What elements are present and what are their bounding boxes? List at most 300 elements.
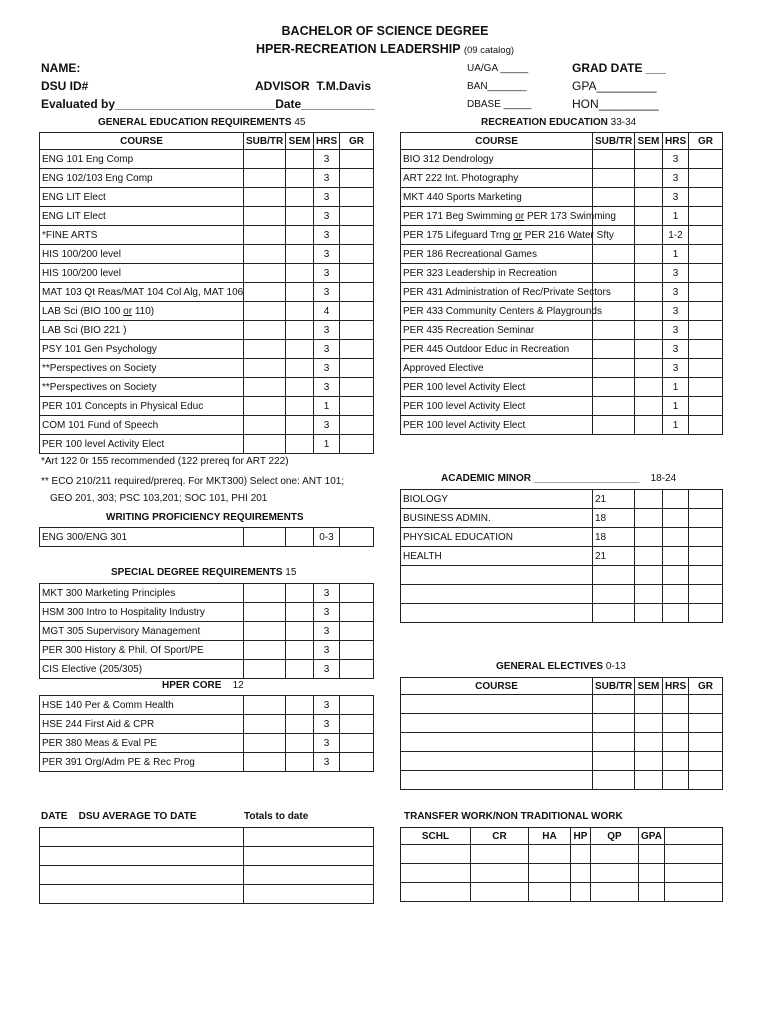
gr-cell[interactable] <box>340 226 374 245</box>
col-hrs: HRS <box>663 678 689 695</box>
subtr-cell[interactable] <box>244 715 286 734</box>
sem-cell[interactable] <box>286 378 314 397</box>
sem-cell[interactable] <box>286 715 314 734</box>
gr-cell[interactable] <box>340 696 374 715</box>
gr-cell[interactable] <box>689 321 723 340</box>
gr-cell[interactable] <box>340 188 374 207</box>
subtr-cell[interactable] <box>244 340 286 359</box>
course-cell: PER 300 History & Phil. Of Sport/PE <box>40 641 244 660</box>
hrs-cell: 3 <box>663 283 689 302</box>
table-row <box>401 188 723 207</box>
sem-cell[interactable] <box>286 207 314 226</box>
recreation-header-row <box>401 133 723 150</box>
hrs-cell: 3 <box>314 188 340 207</box>
hrs-cell: 3 <box>314 264 340 283</box>
sem-cell[interactable] <box>286 321 314 340</box>
hper-core-table <box>39 695 374 772</box>
gr-cell[interactable] <box>689 490 723 509</box>
gr-cell[interactable] <box>340 264 374 283</box>
sem-cell[interactable] <box>286 753 314 772</box>
gr-cell[interactable] <box>689 547 723 566</box>
sem-cell[interactable] <box>286 226 314 245</box>
sem-cell[interactable] <box>635 566 663 585</box>
sem-cell[interactable] <box>635 509 663 528</box>
subtr-cell[interactable] <box>244 660 286 679</box>
sem-cell[interactable] <box>635 340 663 359</box>
gr-cell[interactable] <box>689 397 723 416</box>
transfer-cell[interactable] <box>401 864 471 883</box>
sem-cell[interactable] <box>286 603 314 622</box>
gr-cell[interactable] <box>689 283 723 302</box>
subtr-cell[interactable] <box>244 150 286 169</box>
sem-cell[interactable] <box>635 264 663 283</box>
average-cell[interactable] <box>40 828 244 847</box>
sem-cell[interactable] <box>286 359 314 378</box>
sem-cell[interactable] <box>286 734 314 753</box>
gr-cell[interactable] <box>340 528 374 547</box>
sem-cell[interactable] <box>635 283 663 302</box>
hrs-cell[interactable] <box>663 752 689 771</box>
sem-cell[interactable] <box>635 714 663 733</box>
subtr-cell[interactable] <box>244 283 286 302</box>
blank-row <box>401 733 723 752</box>
course-cell[interactable] <box>401 771 593 790</box>
subtr-cell[interactable] <box>244 584 286 603</box>
subtr-cell[interactable] <box>244 226 286 245</box>
gr-cell[interactable] <box>340 715 374 734</box>
course-cell: PER 445 Outdoor Educ in Recreation <box>401 340 593 359</box>
subtr-cell[interactable] <box>244 696 286 715</box>
table-row <box>401 264 723 283</box>
gr-cell[interactable] <box>689 302 723 321</box>
gr-cell[interactable] <box>689 169 723 188</box>
course-cell[interactable] <box>401 695 593 714</box>
gr-cell[interactable] <box>689 245 723 264</box>
totals-cell[interactable] <box>244 885 374 904</box>
hrs-cell: 3 <box>314 715 340 734</box>
average-row <box>40 866 374 885</box>
sem-cell[interactable] <box>635 733 663 752</box>
gr-cell[interactable] <box>689 528 723 547</box>
sem-cell[interactable] <box>635 547 663 566</box>
subtr-cell[interactable] <box>244 641 286 660</box>
sem-cell[interactable] <box>286 169 314 188</box>
course-cell: ENG LIT Elect <box>40 207 244 226</box>
sem-cell[interactable] <box>286 150 314 169</box>
subtr-cell[interactable] <box>593 359 635 378</box>
subtr-cell[interactable] <box>593 245 635 264</box>
hrs-cell[interactable] <box>663 695 689 714</box>
sem-cell[interactable] <box>635 528 663 547</box>
hrs-cell: 3 <box>314 359 340 378</box>
sem-cell[interactable] <box>286 188 314 207</box>
sem-cell[interactable] <box>635 397 663 416</box>
average-cell[interactable] <box>40 866 244 885</box>
course-cell: **Perspectives on Society <box>40 378 244 397</box>
gr-cell[interactable] <box>340 622 374 641</box>
subtr-cell[interactable] <box>593 397 635 416</box>
hrs-cell: 3 <box>314 584 340 603</box>
transfer-cell[interactable] <box>639 845 665 864</box>
sem-cell[interactable] <box>286 283 314 302</box>
minor-subject-cell[interactable] <box>401 566 593 585</box>
hrs-cell: 3 <box>663 264 689 283</box>
hrs-cell[interactable] <box>663 528 689 547</box>
gr-cell[interactable] <box>689 378 723 397</box>
average-row <box>40 885 374 904</box>
subtr-cell[interactable] <box>244 734 286 753</box>
gr-cell[interactable] <box>689 150 723 169</box>
gr-cell[interactable] <box>689 416 723 435</box>
course-cell: PER 431 Administration of Rec/Private Sectors <box>401 283 593 302</box>
hrs-cell: 3 <box>314 150 340 169</box>
hrs-cell[interactable] <box>663 771 689 790</box>
subtr-cell[interactable] <box>244 528 286 547</box>
gr-cell[interactable] <box>340 378 374 397</box>
course-cell: PER 433 Community Centers & Playgrounds <box>401 302 593 321</box>
subtr-cell[interactable] <box>593 188 635 207</box>
transfer-cell[interactable] <box>591 845 639 864</box>
totals-cell[interactable] <box>244 866 374 885</box>
sem-cell[interactable] <box>635 169 663 188</box>
subtr-cell[interactable] <box>244 416 286 435</box>
average-label: DSU AVERAGE TO DATE <box>78 811 197 822</box>
sem-cell[interactable] <box>635 245 663 264</box>
table-row <box>40 245 374 264</box>
gen-ed-header-row <box>40 133 374 150</box>
gr-cell[interactable] <box>340 340 374 359</box>
sem-cell[interactable] <box>286 528 314 547</box>
gr-cell[interactable] <box>340 302 374 321</box>
recreation-heading: RECREATION EDUCATION 33-34 <box>481 117 637 128</box>
average-cell[interactable] <box>40 885 244 904</box>
gr-cell[interactable] <box>340 435 374 454</box>
transfer-row <box>401 845 723 864</box>
sem-cell[interactable] <box>635 752 663 771</box>
gr-cell[interactable] <box>340 660 374 679</box>
gr-cell[interactable] <box>340 416 374 435</box>
course-cell: **Perspectives on Society <box>40 359 244 378</box>
minor-subject-cell: BIOLOGY <box>401 490 593 509</box>
table-row <box>40 734 374 753</box>
transfer-cell[interactable] <box>471 883 529 902</box>
minor-subject-cell[interactable] <box>401 604 593 623</box>
gr-cell[interactable] <box>689 733 723 752</box>
gen-ed-note-2: ** ECO 210/211 required/prereq. For MKT300) Select one: ANT 101; <box>41 476 345 487</box>
subtr-cell[interactable] <box>244 622 286 641</box>
transfer-cell[interactable] <box>665 864 723 883</box>
blank-row <box>401 752 723 771</box>
hrs-cell: 3 <box>314 641 340 660</box>
sem-cell[interactable] <box>635 490 663 509</box>
gr-cell[interactable] <box>689 714 723 733</box>
table-row <box>40 207 374 226</box>
gr-cell[interactable] <box>340 207 374 226</box>
sem-cell[interactable] <box>635 302 663 321</box>
course-cell: MAT 103 Qt Reas/MAT 104 Col Alg, MAT 106 <box>40 283 244 302</box>
advisor-label: ADVISOR <box>255 79 310 93</box>
transfer-cell[interactable] <box>401 845 471 864</box>
totals-cell[interactable] <box>244 847 374 866</box>
minor-subject-cell: BUSINESS ADMIN. <box>401 509 593 528</box>
catalog-year: (09 catalog) <box>463 45 515 56</box>
subtr-cell[interactable] <box>593 733 635 752</box>
minor-subject-cell[interactable] <box>401 585 593 604</box>
transfer-cell[interactable] <box>591 864 639 883</box>
sem-cell[interactable] <box>635 604 663 623</box>
gr-cell[interactable] <box>340 603 374 622</box>
table-row <box>401 150 723 169</box>
blank-row <box>401 771 723 790</box>
col-gr: GR <box>689 678 723 695</box>
subtr-cell[interactable] <box>593 752 635 771</box>
sem-cell[interactable] <box>286 435 314 454</box>
subtr-cell[interactable] <box>244 302 286 321</box>
col-hrs: HRS <box>314 133 340 150</box>
minor-hrs-cell: 21 <box>593 547 635 566</box>
transfer-cell[interactable] <box>639 864 665 883</box>
col-cr: CR <box>471 828 529 845</box>
course-cell: PER 100 level Activity Elect <box>401 416 593 435</box>
table-row <box>40 397 374 416</box>
gr-cell[interactable] <box>689 340 723 359</box>
subtr-cell[interactable] <box>593 771 635 790</box>
course-cell[interactable] <box>401 752 593 771</box>
gr-cell[interactable] <box>340 734 374 753</box>
gr-cell[interactable] <box>340 169 374 188</box>
program-title <box>0 42 770 56</box>
hrs-cell: 3 <box>314 321 340 340</box>
subtr-cell[interactable] <box>244 264 286 283</box>
gr-cell[interactable] <box>340 150 374 169</box>
electives-table <box>400 677 723 790</box>
subtr-cell[interactable] <box>593 695 635 714</box>
sem-cell[interactable] <box>286 245 314 264</box>
subtr-cell[interactable] <box>244 188 286 207</box>
col-ha: HA <box>529 828 571 845</box>
transfer-cell[interactable] <box>401 883 471 902</box>
subtr-cell[interactable] <box>244 378 286 397</box>
sem-cell[interactable] <box>286 660 314 679</box>
writing-table <box>39 527 374 547</box>
gr-cell[interactable] <box>689 207 723 226</box>
transfer-cell[interactable] <box>591 883 639 902</box>
gr-cell[interactable] <box>340 584 374 603</box>
gr-cell[interactable] <box>689 359 723 378</box>
subtr-cell[interactable] <box>593 378 635 397</box>
hrs-cell[interactable] <box>663 566 689 585</box>
gr-cell[interactable] <box>340 359 374 378</box>
sem-cell[interactable] <box>286 584 314 603</box>
gr-cell[interactable] <box>689 264 723 283</box>
gr-cell[interactable] <box>689 752 723 771</box>
col-qp: QP <box>591 828 639 845</box>
special-heading: SPECIAL DEGREE REQUIREMENTS 15 <box>111 567 297 578</box>
transfer-cell[interactable] <box>529 864 571 883</box>
gr-cell[interactable] <box>689 566 723 585</box>
hrs-cell: 1 <box>314 397 340 416</box>
sem-cell[interactable] <box>635 585 663 604</box>
gr-cell[interactable] <box>689 771 723 790</box>
sem-cell[interactable] <box>635 321 663 340</box>
course-cell[interactable] <box>401 714 593 733</box>
gr-cell[interactable] <box>340 321 374 340</box>
sem-cell[interactable] <box>286 622 314 641</box>
minor-subject-cell: PHYSICAL EDUCATION <box>401 528 593 547</box>
subtr-cell[interactable] <box>244 321 286 340</box>
special-table <box>39 583 374 679</box>
transfer-cell[interactable] <box>471 864 529 883</box>
hrs-cell: 1 <box>314 435 340 454</box>
sem-cell[interactable] <box>286 340 314 359</box>
transfer-cell[interactable] <box>639 883 665 902</box>
hrs-cell[interactable] <box>663 714 689 733</box>
table-row <box>40 359 374 378</box>
subtr-cell[interactable] <box>244 603 286 622</box>
table-row <box>40 150 374 169</box>
minor-hrs-cell <box>593 566 635 585</box>
gr-cell[interactable] <box>340 283 374 302</box>
sem-cell[interactable] <box>635 695 663 714</box>
sem-cell[interactable] <box>286 397 314 416</box>
course-cell[interactable] <box>401 733 593 752</box>
subtr-cell[interactable] <box>593 714 635 733</box>
sem-cell[interactable] <box>635 226 663 245</box>
sem-cell[interactable] <box>635 771 663 790</box>
col-gpa: GPA <box>639 828 665 845</box>
course-cell: HSM 300 Intro to Hospitality Industry <box>40 603 244 622</box>
gr-cell[interactable] <box>340 245 374 264</box>
course-cell: PER 100 level Activity Elect <box>401 378 593 397</box>
subtr-cell[interactable] <box>244 169 286 188</box>
gr-cell[interactable] <box>340 753 374 772</box>
grad-date-field: GRAD DATE ___ <box>572 61 666 75</box>
subtr-cell[interactable] <box>593 340 635 359</box>
gen-ed-note-3: GEO 201, 303; PSC 103,201; SOC 101, PHI 201 <box>50 493 268 504</box>
hrs-cell: 3 <box>314 378 340 397</box>
subtr-cell[interactable] <box>593 321 635 340</box>
subtr-cell[interactable] <box>593 416 635 435</box>
sem-cell[interactable] <box>635 416 663 435</box>
hrs-cell: 1 <box>663 378 689 397</box>
hrs-cell[interactable] <box>663 585 689 604</box>
transfer-cell[interactable] <box>571 864 591 883</box>
subtr-cell[interactable] <box>244 435 286 454</box>
course-cell: CIS Elective (205/305) <box>40 660 244 679</box>
course-cell: PER 101 Concepts in Physical Educ <box>40 397 244 416</box>
sem-cell[interactable] <box>286 302 314 321</box>
subtr-cell[interactable] <box>244 359 286 378</box>
table-row <box>401 245 723 264</box>
hrs-cell[interactable] <box>663 490 689 509</box>
gr-cell[interactable] <box>689 695 723 714</box>
hrs-cell: 3 <box>314 696 340 715</box>
uaga-field: UA/GA _____ <box>467 63 529 74</box>
hrs-cell[interactable] <box>663 547 689 566</box>
table-row <box>40 321 374 340</box>
subtr-cell[interactable] <box>593 169 635 188</box>
sem-cell[interactable] <box>286 264 314 283</box>
hrs-cell: 3 <box>314 169 340 188</box>
hrs-cell: 3 <box>314 603 340 622</box>
blank-row <box>401 585 723 604</box>
hrs-cell[interactable] <box>663 509 689 528</box>
sem-cell[interactable] <box>286 696 314 715</box>
hper-core-heading: HPER CORE 12 <box>162 680 244 691</box>
gr-cell[interactable] <box>689 188 723 207</box>
minor-row <box>401 528 723 547</box>
average-cell[interactable] <box>40 847 244 866</box>
sem-cell[interactable] <box>635 359 663 378</box>
hrs-cell[interactable] <box>663 733 689 752</box>
col-hp: HP <box>571 828 591 845</box>
hrs-cell: 3 <box>663 150 689 169</box>
transfer-cell[interactable] <box>665 883 723 902</box>
totals-cell[interactable] <box>244 828 374 847</box>
gen-ed-heading: GENERAL EDUCATION REQUIREMENTS 45 <box>98 117 306 128</box>
transfer-cell[interactable] <box>529 845 571 864</box>
hrs-cell: 1 <box>663 397 689 416</box>
transfer-cell[interactable] <box>571 845 591 864</box>
subtr-cell[interactable] <box>244 245 286 264</box>
transfer-heading: TRANSFER WORK/NON TRADITIONAL WORK <box>404 811 623 822</box>
course-cell: ART 222 Int. Photography <box>401 169 593 188</box>
col-course: COURSE <box>40 133 244 150</box>
course-cell: ENG LIT Elect <box>40 188 244 207</box>
transfer-header-row <box>401 828 723 845</box>
course-cell: PSY 101 Gen Psychology <box>40 340 244 359</box>
transfer-table <box>400 827 723 902</box>
hrs-cell[interactable] <box>663 604 689 623</box>
minor-hrs-cell <box>593 604 635 623</box>
transfer-cell[interactable] <box>665 845 723 864</box>
gr-cell[interactable] <box>689 585 723 604</box>
subtr-cell[interactable] <box>593 150 635 169</box>
hrs-cell: 1 <box>663 207 689 226</box>
gr-cell[interactable] <box>689 604 723 623</box>
transfer-cell[interactable] <box>471 845 529 864</box>
evaluated-by-line: Evaluated by________________________Date___________ <box>41 97 375 111</box>
sem-cell[interactable] <box>635 378 663 397</box>
subtr-cell[interactable] <box>244 207 286 226</box>
gpa-field: GPA_________ <box>572 79 657 93</box>
transfer-cell[interactable] <box>529 883 571 902</box>
table-row <box>40 603 374 622</box>
sem-cell[interactable] <box>286 416 314 435</box>
subtr-cell[interactable] <box>593 264 635 283</box>
col-subtr: SUB/TR <box>593 133 635 150</box>
subtr-cell[interactable] <box>244 753 286 772</box>
sem-cell[interactable] <box>635 207 663 226</box>
table-row <box>40 622 374 641</box>
sem-cell[interactable] <box>635 150 663 169</box>
sem-cell[interactable] <box>635 188 663 207</box>
table-row <box>40 283 374 302</box>
table-row <box>40 641 374 660</box>
gr-cell[interactable] <box>689 509 723 528</box>
hrs-cell: 3 <box>314 340 340 359</box>
table-row <box>401 416 723 435</box>
hrs-cell: 3 <box>663 340 689 359</box>
transfer-cell[interactable] <box>571 883 591 902</box>
gr-cell[interactable] <box>689 226 723 245</box>
subtr-cell[interactable] <box>244 397 286 416</box>
course-cell: COM 101 Fund of Speech <box>40 416 244 435</box>
gr-cell[interactable] <box>340 397 374 416</box>
degree-title: BACHELOR OF SCIENCE DEGREE <box>281 24 489 38</box>
gr-cell[interactable] <box>340 641 374 660</box>
sem-cell[interactable] <box>286 641 314 660</box>
